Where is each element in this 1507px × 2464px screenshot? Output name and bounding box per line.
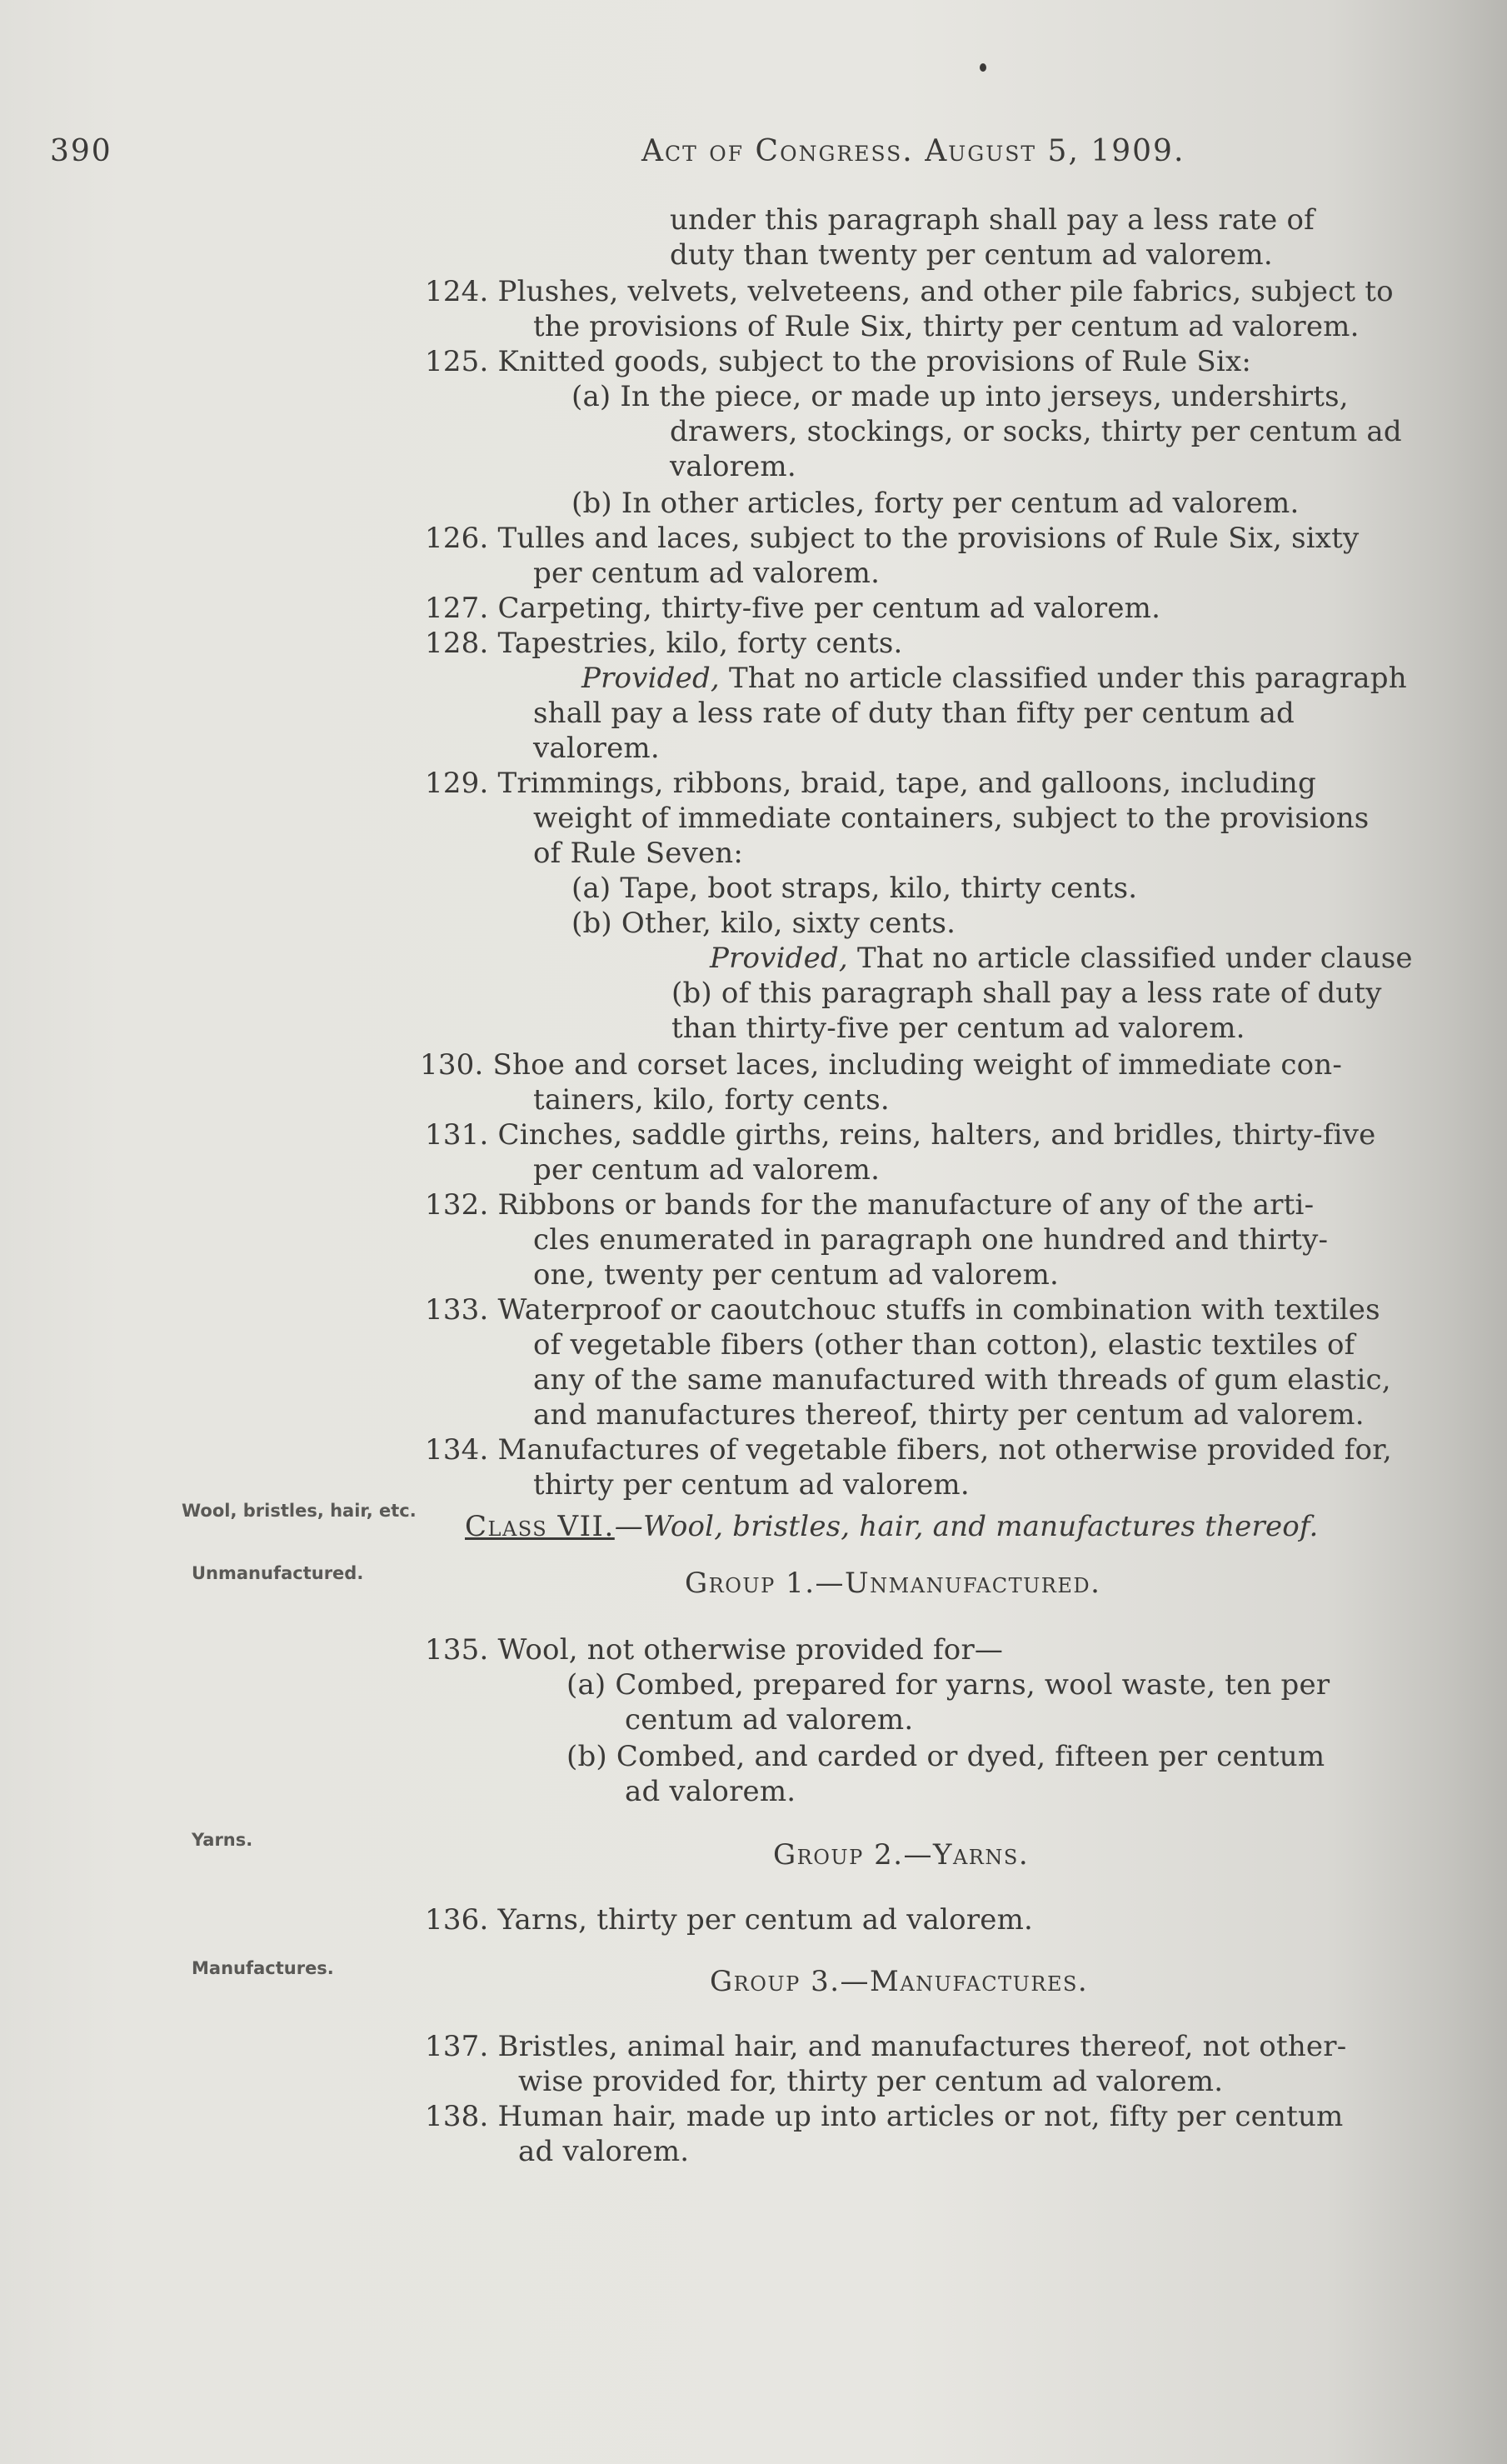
text-line: tainers, kilo, forty cents. [533, 1083, 890, 1117]
margin-note-unmanufactured: Unmanufactured. [192, 1563, 364, 1583]
margin-note-wool [182, 1502, 423, 1520]
text-line: and manufactures thereof, thirty per centum ad valorem. [533, 1398, 1365, 1432]
clause-135-a: (a) Combed, prepared for yarns, wool waste, ten per [566, 1668, 1330, 1702]
clause-129-a: (a) Tape, boot straps, kilo, thirty cents. [571, 872, 1138, 905]
class-heading [465, 1510, 1319, 1543]
clause-135-b: (b) Combed, and carded or dyed, fifteen per centum [566, 1740, 1325, 1773]
page-number: 390 [50, 134, 112, 168]
text-line: thirty per centum ad valorem. [533, 1468, 970, 1502]
text-line: of vegetable fibers (other than cotton), elastic textiles of [533, 1328, 1355, 1362]
text-line: weight of immediate containers, subject to the provisions [533, 802, 1370, 835]
margin-note-yarns: Yarns. [192, 1830, 253, 1850]
text-line: than thirty-five per centum ad valorem. [671, 1012, 1245, 1045]
paragraph-127: 127. Carpeting, thirty-five per centum ad valorem. [425, 592, 1161, 625]
paragraph-134: 134. Manufactures of vegetable fibers, not otherwise provided for, [425, 1433, 1392, 1467]
proviso-text: That no article classified under this paragraph [719, 662, 1407, 695]
paragraph-133: 133. Waterproof or caoutchouc stuffs in combination with textiles [425, 1293, 1380, 1327]
text-line: per centum ad valorem. [533, 1153, 881, 1187]
clause-125-b: (b) In other articles, forty per centum ad valorem. [571, 487, 1300, 520]
ink-speck [980, 63, 986, 72]
paragraph-128: 128. Tapestries, kilo, forty cents. [425, 627, 903, 660]
margin-note-manufactures: Manufactures. [192, 1958, 334, 1978]
group-1-heading: Group 1.—Unmanufactured. [685, 1567, 1101, 1600]
proviso-keyword: Provided, [710, 942, 848, 975]
text-line: centum ad valorem. [625, 1703, 914, 1737]
text-line: one, twenty per centum ad valorem. [533, 1258, 1060, 1292]
group-3-heading: Group 3.—Manufactures. [710, 1965, 1089, 1998]
paragraph-124: 124. Plushes, velvets, velveteens, and other pile fabrics, subject to [425, 275, 1394, 308]
clause-129-b: (b) Other, kilo, sixty cents. [571, 907, 956, 940]
paragraph-125: 125. Knitted goods, subject to the provisions of Rule Six: [425, 345, 1252, 378]
text-line: ad valorem. [625, 1775, 796, 1808]
paragraph-132: 132. Ribbons or bands for the manufacture of any of the arti- [425, 1188, 1315, 1222]
text-line: per centum ad valorem. [533, 557, 881, 590]
paragraph-136: 136. Yarns, thirty per centum ad valorem. [425, 1903, 1034, 1937]
proviso-text: That no article classified under clause [847, 942, 1413, 975]
proviso-129 [710, 942, 1413, 975]
margin-note-text: Wool, bristles, hair, etc. [182, 1501, 417, 1521]
text-line: shall pay a less rate of duty than fifty per centum ad [533, 697, 1295, 730]
text-line: under this paragraph shall pay a less rate of [670, 203, 1315, 237]
proviso-keyword: Provided, [581, 662, 720, 695]
text-line: (b) of this paragraph shall pay a less rate of duty [671, 977, 1382, 1010]
text-line: valorem. [533, 732, 660, 765]
paragraph-129: 129. Trimmings, ribbons, braid, tape, and galloons, including [425, 767, 1316, 800]
running-head [0, 135, 1507, 172]
paragraph-138: 138. Human hair, made up into articles or not, fifty per centum [425, 2100, 1344, 2133]
text-line: valorem. [670, 450, 796, 483]
paragraph-130: 130. Shoe and corset laces, including weight of immediate con- [420, 1048, 1343, 1082]
paragraph-126: 126. Tulles and laces, subject to the provisions of Rule Six, sixty [425, 522, 1360, 555]
group-2-heading: Group 2.—Yarns. [773, 1838, 1030, 1872]
class-title: —Wool, bristles, hair, and manufactures thereof. [614, 1510, 1319, 1543]
paragraph-135: 135. Wool, not otherwise provided for— [425, 1633, 1004, 1667]
class-label: Class VII. [465, 1510, 615, 1543]
text-line: cles enumerated in paragraph one hundred and thirty- [533, 1223, 1329, 1257]
text-line: of Rule Seven: [533, 837, 744, 870]
text-line: any of the same manufactured with threads of gum elastic, [533, 1363, 1391, 1397]
proviso-128 [581, 662, 1407, 695]
text-line: ad valorem. [518, 2135, 690, 2168]
paragraph-131: 131. Cinches, saddle girths, reins, halters, and bridles, thirty-five [425, 1118, 1376, 1152]
paragraph-137: 137. Bristles, animal hair, and manufactures thereof, not other- [425, 2030, 1347, 2063]
text-line: drawers, stockings, or socks, thirty per centum ad [670, 415, 1402, 448]
clause-125-a: (a) In the piece, or made up into jerseys, undershirts, [571, 380, 1349, 413]
text-line: duty than twenty per centum ad valorem. [670, 238, 1273, 272]
text-line: wise provided for, thirty per centum ad valorem. [518, 2065, 1224, 2098]
text-line: the provisions of Rule Six, thirty per centum ad valorem. [533, 310, 1360, 343]
running-title: Act of Congress. August 5, 1909. [641, 134, 1185, 168]
